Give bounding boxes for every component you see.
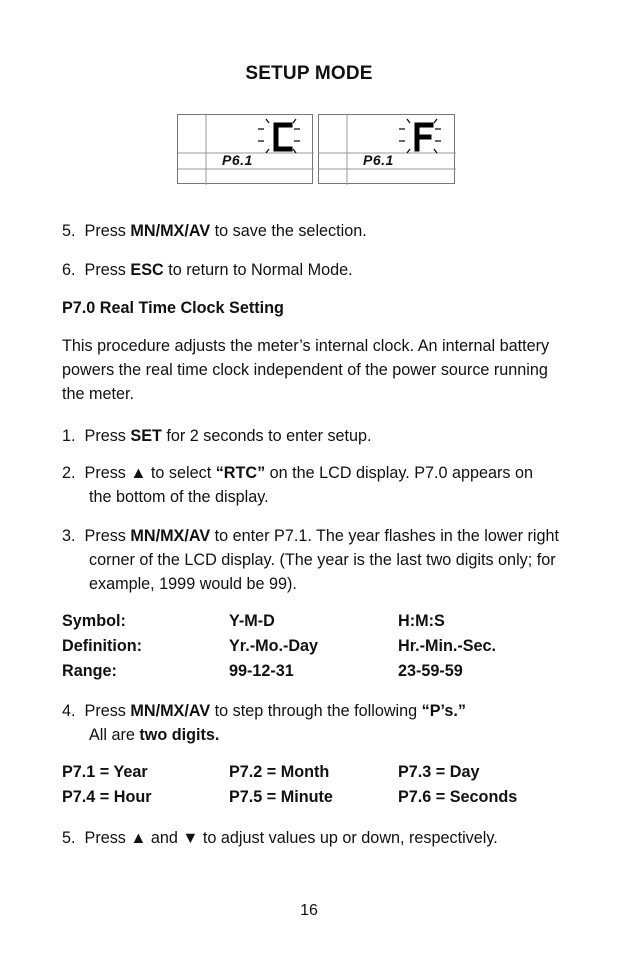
table-cell: Y-M-D xyxy=(229,612,275,630)
step-item xyxy=(62,424,589,448)
table-cell: 23-59-59 xyxy=(398,662,463,680)
step-text: Press xyxy=(84,527,131,545)
table-cell: Yr.-Mo.-Day xyxy=(229,637,319,655)
page-title: SETUP MODE xyxy=(245,63,373,84)
lcd-segments-f xyxy=(319,115,456,185)
step-item xyxy=(62,524,589,596)
step-key: “P’s.” xyxy=(421,702,467,720)
step-number: 3. xyxy=(62,527,76,545)
step-key: “RTC” xyxy=(215,464,266,482)
table-cell: P7.2 = Month xyxy=(229,763,330,781)
step-key: two digits. xyxy=(139,726,220,744)
step-text: for 2 seconds to enter setup. xyxy=(161,427,372,445)
table-cell: Hr.-Min.-Sec. xyxy=(398,637,497,655)
table-cell: P7.1 = Year xyxy=(62,763,148,781)
step-text: Press ▲ to select xyxy=(84,464,216,482)
step-text: Press xyxy=(84,261,131,279)
lcd-code-label: P6.1 xyxy=(363,152,394,168)
step-number: 1. xyxy=(62,427,76,445)
step-text: to save the selection. xyxy=(210,222,367,240)
step-number: 4. xyxy=(62,702,76,720)
table-cell: P7.3 = Day xyxy=(398,763,480,781)
step-number: 6. xyxy=(62,261,76,279)
lcd-code-label: P6.1 xyxy=(222,152,253,168)
step-key: MN/MX/AV xyxy=(130,527,211,545)
step-text: to step through the following xyxy=(210,702,422,720)
section-heading: P7.0 Real Time Clock Setting xyxy=(62,299,284,317)
step-item xyxy=(62,826,519,850)
step-text: All are xyxy=(89,726,140,744)
step-key: SET xyxy=(130,427,162,445)
step-item xyxy=(62,461,559,509)
step-key: MN/MX/AV xyxy=(130,222,211,240)
page-number: 16 xyxy=(300,902,318,919)
step-text: Press xyxy=(84,427,131,445)
step-item xyxy=(62,699,589,747)
table-cell: 99-12-31 xyxy=(229,662,294,680)
table-cell: Definition: xyxy=(62,637,143,655)
table-cell: Range: xyxy=(62,662,117,680)
table-cell: P7.4 = Hour xyxy=(62,788,152,806)
lcd-segments-c xyxy=(178,115,314,185)
table-cell: P7.5 = Minute xyxy=(229,788,333,806)
step-text: on the LCD display. P7.0 appears on the bottom of the display. xyxy=(89,464,534,506)
step-key: MN/MX/AV xyxy=(130,702,211,720)
step-text: Press xyxy=(84,222,131,240)
step-item xyxy=(62,219,589,243)
intro-paragraph: This procedure adjusts the meter’s internal clock. An internal battery powers the real time clock independent of the power source running the meter. xyxy=(62,337,550,403)
step-key: ESC xyxy=(130,261,164,279)
step-item xyxy=(62,258,589,282)
step-text: Press ▲ and ▼ to adjust values up or down, respectively. xyxy=(84,829,498,847)
lcd-display-fahrenheit xyxy=(318,114,455,184)
step-number: 5. xyxy=(62,829,76,847)
table-cell: Symbol: xyxy=(62,612,126,630)
step-text: to return to Normal Mode. xyxy=(163,261,353,279)
step-text: Press xyxy=(84,702,131,720)
step-number: 2. xyxy=(62,464,76,482)
table-cell: P7.6 = Seconds xyxy=(398,788,518,806)
step-text: to enter P7.1. The year flashes in the lower right corner of the LCD display. (The year is the last two digits only; for example, 1999 would be 99). xyxy=(89,527,559,593)
table-cell: H:M:S xyxy=(398,612,445,630)
step-number: 5. xyxy=(62,222,76,240)
lcd-display-celsius xyxy=(177,114,313,184)
